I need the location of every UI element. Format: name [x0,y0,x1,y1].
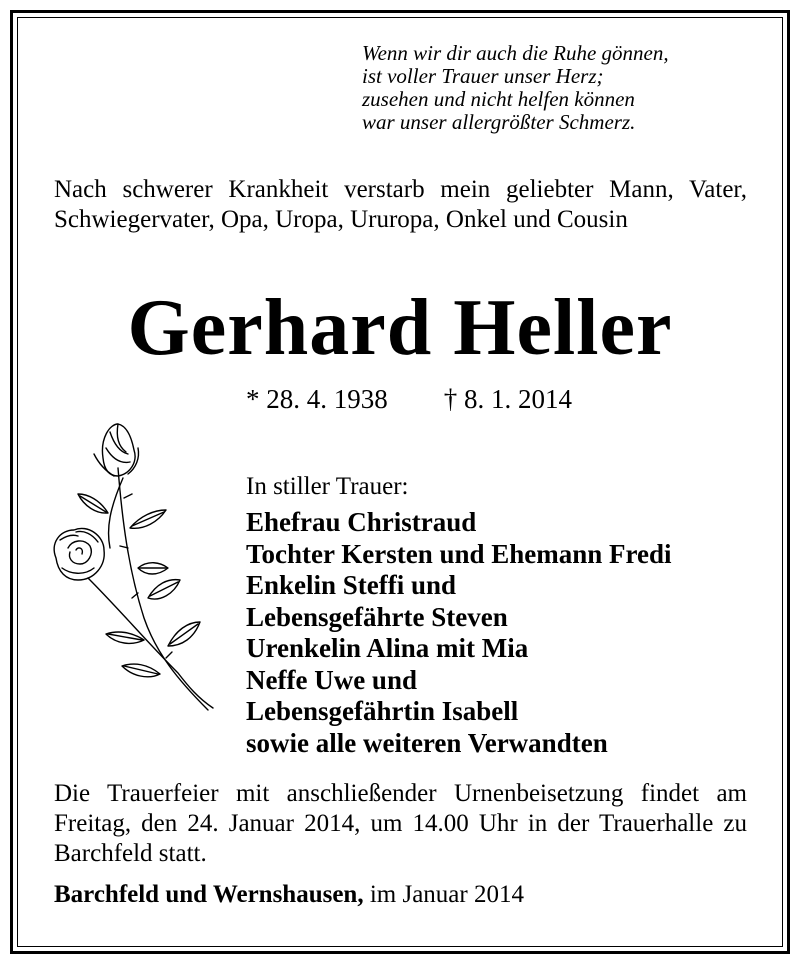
signature-place: Barchfeld und Wernshausen, [54,881,364,908]
family-list [246,507,672,759]
life-dates [246,383,572,415]
signature [54,880,524,910]
family-member: Lebensgefährtin Isabell [246,696,519,726]
rose-icon [48,418,218,718]
deceased-name: Gerhard Heller [127,284,673,372]
family-member: Tochter Kersten und Ehemann Fredi [246,538,672,569]
signature-date: im Januar 2014 [363,881,524,908]
birth-date: * 28. 4. 1938 [246,384,388,414]
poem-line-1: Wenn wir dir auch die Ruhe gönnen, [362,41,669,65]
poem-line-3: zusehen und nicht helfen können [362,87,635,111]
family-member: Neffe Uwe und [246,664,417,695]
poem [362,42,669,134]
family-member: sowie alle weiteren Verwandten [246,727,608,758]
death-date: † 8. 1. 2014 [443,384,572,414]
intro-text: Nach schwerer Krankheit verstarb mein geliebter Mann, Vater, Schwiegervater, Opa, Uropa, Ururopa, Onkel und Cousin [54,176,747,233]
mourning-label: In stiller Trauer: [246,473,409,500]
poem-line-4: war unser allergrößter Schmerz. [362,110,636,134]
family-member: Enkelin Steffi und [246,570,457,600]
family-member: Urenkelin Alina mit Mia [246,633,529,663]
service-info: Die Trauerfeier mit anschließender Urnenbeisetzung findet am Freitag, den 24. Januar 2014, um 14.00 Uhr in der Trauerhalle zu Barchfeld statt. [54,780,747,867]
poem-line-2: ist voller Trauer unser Herz; [362,64,604,88]
family-member: Lebensgefährte Steven [246,601,508,632]
family-member: Ehefrau Christraud [246,507,477,537]
